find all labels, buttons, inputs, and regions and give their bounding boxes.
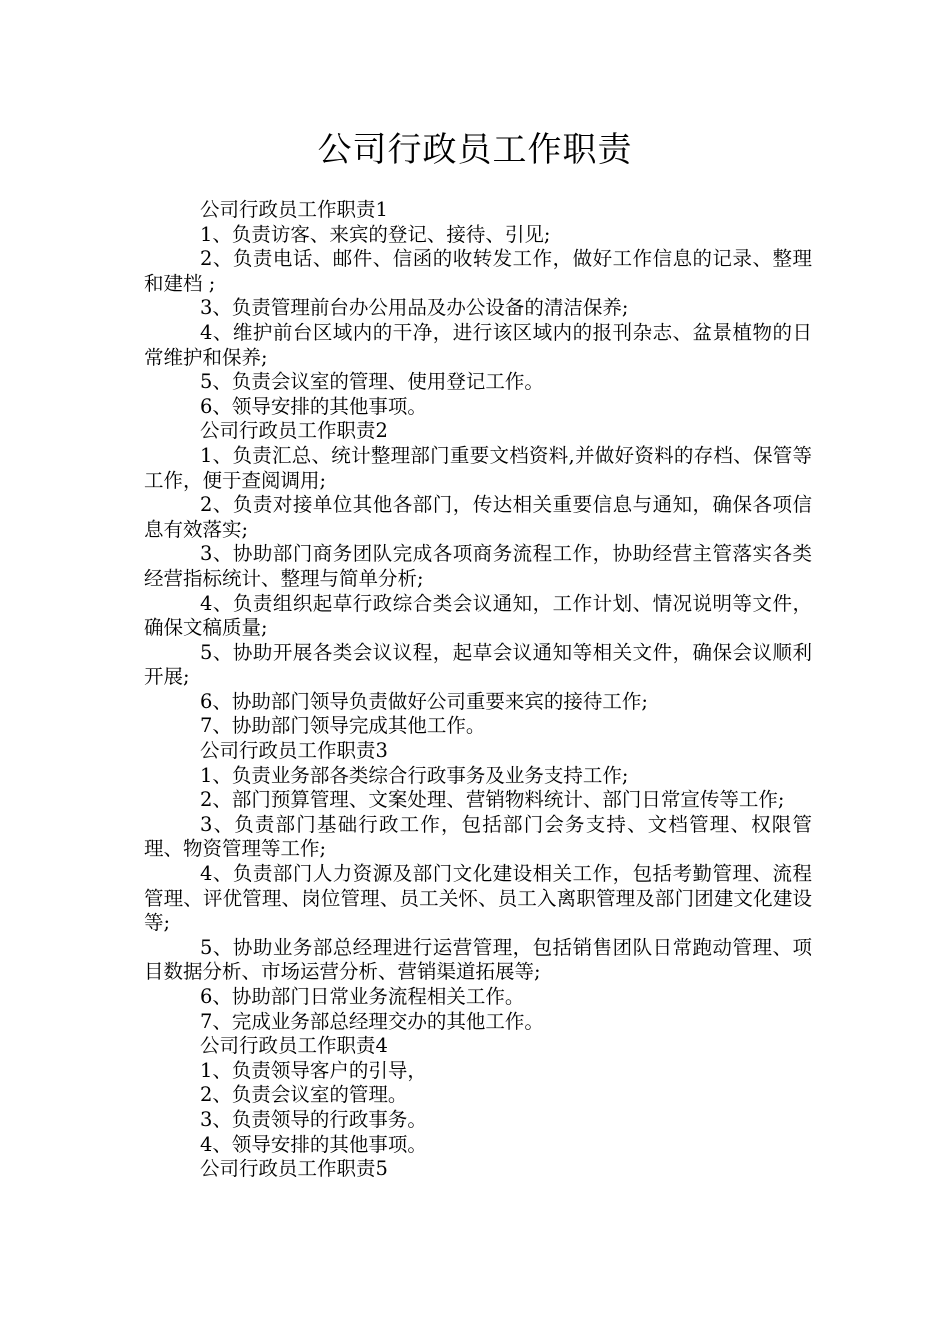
paragraph: 1、负责访客、来宾的登记、接待、引见; [200, 222, 551, 246]
paragraph: 4、领导安排的其他事项。 [200, 1132, 427, 1156]
paragraph: 5、负责会议室的管理、使用登记工作。 [200, 370, 544, 394]
paragraph: 4、负责组织起草行政综合类会议通知，工作计划、情况说明等文件，确保文稿质量; [144, 591, 812, 640]
paragraph: 2、负责会议室的管理。 [200, 1083, 408, 1107]
paragraph: 5、协助业务部总经理进行运营管理，包括销售团队日常跑动管理、项目数据分析、市场运营分析、营销渠道拓展等; [144, 935, 812, 984]
paragraph: 2、部门预算管理、文案处理、营销物料统计、部门日常宣传等工作; [200, 788, 785, 812]
paragraph: 3、协助部门商务团队完成各项商务流程工作，协助经营主管落实各类经营指标统计、整理与简单分析; [144, 542, 812, 590]
paragraph: 6、协助部门领导负责做好公司重要来宾的接待工作; [200, 689, 648, 713]
paragraph: 1、负责业务部各类综合行政事务及业务支持工作; [200, 763, 629, 787]
section-heading: 公司行政员工作职责3 [200, 739, 388, 763]
section-heading: 公司行政员工作职责1 [200, 198, 388, 221]
paragraph: 1、负责领导客户的引导， [200, 1058, 427, 1082]
paragraph: 7、完成业务部总经理交办的其他工作。 [200, 1009, 544, 1033]
paragraph: 7、协助部门领导完成其他工作。 [200, 714, 486, 738]
paragraph: 5、协助开展各类会议议程，起草会议通知等相关文件，确保会议顺利开展; [144, 640, 812, 689]
paragraph: 6、领导安排的其他事项。 [200, 394, 427, 418]
paragraph: 3、负责领导的行政事务。 [200, 1107, 427, 1131]
paragraph: 2、负责对接单位其他各部门，传达相关重要信息与通知，确保各项信息有效落实; [144, 493, 812, 541]
paragraph: 6、协助部门日常业务流程相关工作。 [200, 985, 525, 1008]
paragraph: 4、负责部门人力资源及部门文化建设相关工作，包括考勤管理、流程管理、评优管理、岗位管理、员工关怀、员工入离职管理及部门团建文化建设等; [144, 862, 812, 935]
document-title: 公司行政员工作职责 [317, 130, 633, 170]
paragraph: 2、负责电话、邮件、信函的收转发工作，做好工作信息的记录、整理和建档 ; [144, 247, 812, 295]
section-heading: 公司行政员工作职责4 [200, 1034, 388, 1058]
paragraph: 4、维护前台区域内的干净，进行该区域内的报刊杂志、盆景植物的日常维护和保养; [144, 320, 812, 369]
document-body [144, 198, 812, 1182]
paragraph: 1、负责汇总、统计整理部门重要文档资料,并做好资料的存档、保管等工作，便于查阅调用; [144, 443, 812, 492]
paragraph: 3、负责管理前台办公用品及办公设备的清洁保养; [200, 296, 629, 320]
section-heading: 公司行政员工作职责5 [200, 1157, 388, 1181]
section-heading: 公司行政员工作职责2 [200, 419, 388, 443]
paragraph: 3、负责部门基础行政工作，包括部门会务支持、文档管理、权限管理、物资管理等工作; [144, 812, 812, 861]
